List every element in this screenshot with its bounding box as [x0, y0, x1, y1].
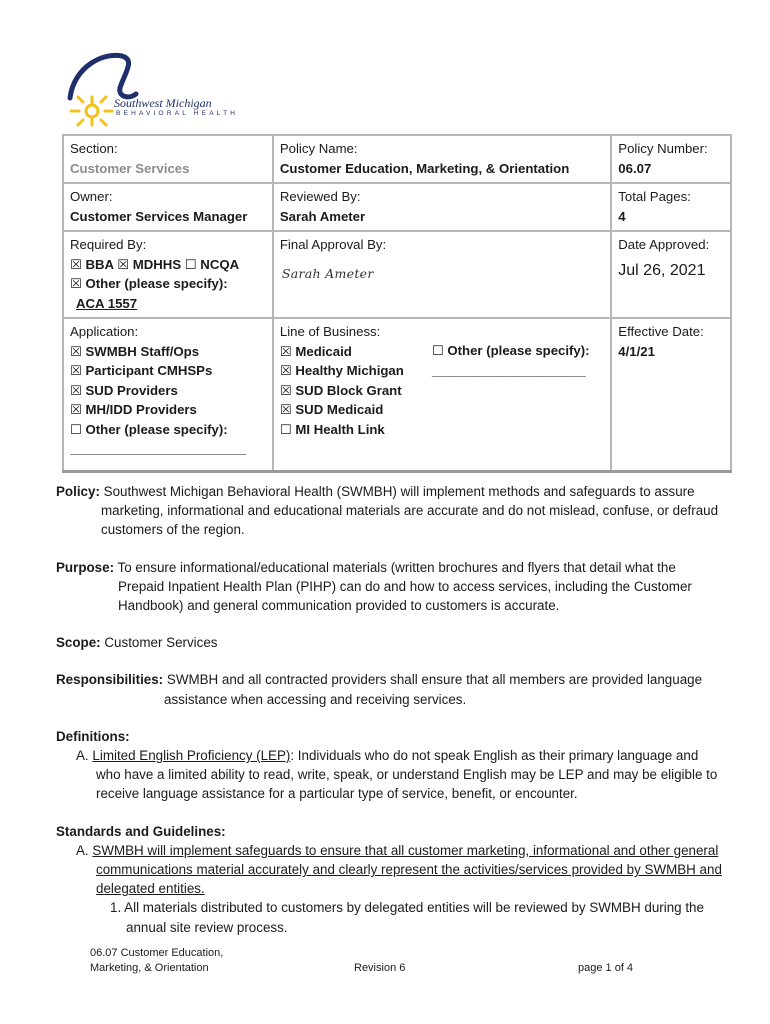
swoosh-icon: [70, 55, 136, 98]
definition-item-a: [56, 746, 724, 804]
effective-date-label: Effective Date:: [618, 324, 704, 339]
medicaid-label: Medicaid: [295, 343, 352, 359]
policy-label: Policy:: [56, 484, 100, 499]
checkbox-participant-cmhsps[interactable]: ☒: [70, 363, 82, 378]
section-value: Customer Services: [70, 160, 190, 176]
required-other-value: ACA 1557: [76, 295, 138, 311]
owner-cell: [63, 183, 273, 231]
logo-subtitle: BEHAVIORAL HEALTH: [116, 110, 239, 117]
final-approval-cell: [273, 231, 611, 318]
standard-a-marker: A.: [76, 842, 89, 858]
date-approved-cell: [611, 231, 731, 318]
policy-number-cell: [611, 135, 731, 183]
definition-a-text: : Individuals who do not speak English as their primary language and who have a limited ability to read, write, speak, or understand English may be LEP and may be eligible to receive language assistance for a particular type of service, benefit, or encounter.: [96, 748, 718, 802]
checkbox-sud-providers[interactable]: ☒: [70, 382, 82, 398]
footer-doc-line2: Marketing, & Orientation: [90, 962, 209, 974]
policy-number-value: 06.07: [618, 160, 652, 176]
total-pages-label: Total Pages:: [618, 189, 691, 204]
required-by-label: Required By:: [70, 237, 147, 252]
scope-paragraph: [56, 633, 724, 652]
purpose-label: Purpose:: [56, 559, 115, 575]
checkbox-required-other[interactable]: ☒: [70, 276, 82, 291]
mdhhs-label: MDHHS: [132, 256, 182, 272]
checkbox-mh-idd-providers[interactable]: ☒: [70, 402, 82, 417]
sud-medicaid-label: SUD Medicaid: [295, 402, 384, 417]
checkbox-application-other[interactable]: ☐: [70, 421, 82, 437]
footer-doc-title: [90, 946, 290, 976]
responsibilities-label: Responsibilities:: [56, 672, 164, 688]
date-approved-label: Date Approved:: [618, 237, 710, 252]
definition-a-term: Limited English Proficiency (LEP): [92, 748, 291, 764]
final-approval-label: Final Approval By:: [279, 237, 387, 252]
ncqa-label: NCQA: [200, 256, 240, 272]
checkbox-swmbh-staff[interactable]: ☒: [70, 343, 82, 359]
row-section: [63, 135, 731, 183]
policy-body: [56, 482, 724, 937]
checkbox-sud-block-grant[interactable]: ☒: [279, 382, 292, 398]
purpose-paragraph: [56, 558, 724, 616]
checkbox-mdhhs[interactable]: ☒: [117, 256, 130, 272]
line-of-business-label: Line of Business:: [279, 324, 381, 339]
healthy-michigan-label: Healthy Michigan: [295, 363, 404, 378]
effective-date-cell: [611, 318, 731, 472]
lob-other-label: Other (please specify):: [447, 343, 590, 358]
checkbox-sud-medicaid[interactable]: ☒: [279, 402, 292, 417]
standard-item-a: [56, 841, 724, 899]
standard-a-text: SWMBH will implement safeguards to ensure that all customer marketing, informational and other general communications material accurately and clearly represent the activities/services provided by SWMBH and delegated entities.: [92, 842, 722, 897]
total-pages-cell: [611, 183, 731, 231]
bba-label: BBA: [85, 256, 114, 272]
swmbh-staff-label: SWMBH Staff/Ops: [85, 343, 200, 359]
policy-header-table: [62, 134, 732, 473]
sud-providers-label: SUD Providers: [85, 382, 178, 398]
policy-name-label: Policy Name:: [279, 141, 358, 156]
purpose-text: To ensure informational/educational materials (written brochures and flyers that detail what the Prepaid Inpatient Health Plan (PIHP) can do and how to access services, including the Customer Handbook) and general communication provided to customers is accurate.: [117, 559, 692, 614]
application-other-blank: ________________________: [70, 441, 247, 456]
checkbox-lob-other[interactable]: ☐: [431, 343, 444, 358]
application-cell: [63, 318, 273, 472]
line-of-business-cell: [273, 318, 611, 472]
mh-idd-providers-label: MH/IDD Providers: [85, 402, 197, 417]
standards-heading: Standards and Guidelines:: [56, 823, 226, 839]
participant-cmhsps-label: Participant CMHSPs: [85, 363, 213, 378]
footer-doc-line1: 06.07 Customer Education,: [90, 947, 224, 959]
row-required-by: [63, 231, 731, 318]
logo-name: Southwest Michigan: [114, 96, 212, 110]
section-label: Section:: [70, 141, 118, 156]
policy-text: Southwest Michigan Behavioral Health (SWMBH) will implement methods and safeguards to assure marketing, informational and educational materials are accurate and do not mislead, confuse, or defraud customers of the region.: [101, 484, 719, 538]
scope-label: Scope:: [56, 635, 101, 651]
policy-paragraph: [56, 482, 724, 540]
standard-a1-text: All materials distributed to customers by delegated entities will be reviewed by SWMBH during the annual site review process.: [124, 900, 704, 935]
reviewed-by-value: Sarah Ameter: [279, 208, 366, 224]
required-other-label: Other (please specify):: [85, 276, 228, 291]
row-owner: [63, 183, 731, 231]
footer-page-number: page 1 of 4: [578, 962, 634, 974]
sud-block-grant-label: SUD Block Grant: [295, 382, 402, 398]
reviewed-by-cell: [273, 183, 611, 231]
application-other-label: Other (please specify):: [85, 421, 228, 437]
scope-text: Customer Services: [104, 635, 218, 651]
reviewed-by-label: Reviewed By:: [279, 189, 361, 204]
effective-date-value: 4/1/21: [618, 343, 655, 359]
definition-a-marker: A.: [76, 748, 89, 764]
owner-label: Owner:: [70, 189, 113, 204]
definitions-heading: Definitions:: [56, 728, 130, 744]
responsibilities-paragraph: [56, 670, 724, 708]
checkbox-mi-health-link[interactable]: ☐: [279, 421, 292, 437]
mi-health-link-label: MI Health Link: [295, 421, 385, 437]
policy-name-cell: [273, 135, 611, 183]
required-by-cell: [63, 231, 273, 318]
section-cell: [63, 135, 273, 183]
application-label: Application:: [70, 324, 139, 339]
policy-name-value: Customer Education, Marketing, & Orientation: [279, 160, 570, 176]
owner-value: Customer Services Manager: [70, 208, 248, 224]
row-application: [63, 318, 731, 472]
checkbox-medicaid[interactable]: ☒: [279, 343, 292, 359]
total-pages-value: 4: [618, 208, 626, 224]
standard-a1-marker: 1.: [110, 900, 122, 916]
checkbox-bba[interactable]: ☒: [70, 256, 82, 272]
checkbox-ncqa[interactable]: ☐: [184, 256, 197, 272]
approval-signature: Sarah Ameter: [281, 265, 374, 281]
policy-number-label: Policy Number:: [618, 141, 708, 156]
responsibilities-text: SWMBH and all contracted providers shall ensure that all members are provided language assistance when accessing and receiving services.: [164, 672, 703, 707]
sun-icon: [71, 97, 112, 125]
checkbox-healthy-michigan[interactable]: ☒: [279, 363, 292, 378]
date-approved-value: Jul 26, 2021: [618, 261, 706, 279]
lob-other-blank: _____________________: [431, 362, 586, 378]
standard-item-a1: [56, 898, 724, 936]
footer-revision: Revision 6: [354, 962, 406, 974]
